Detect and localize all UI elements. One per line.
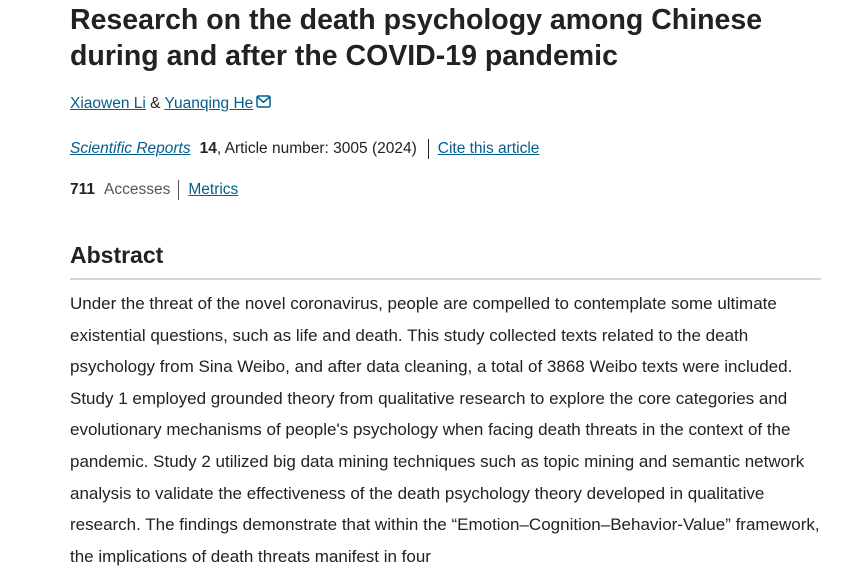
author-link-yuanqing-he[interactable]: Yuanqing He — [164, 95, 254, 112]
author-link-xiaowen-li[interactable]: Xiaowen Li — [70, 95, 146, 112]
abstract-text: Under the threat of the novel coronavirus, people are compelled to contemplate some ultimate existential questions, such as life and death. This study collected texts related to the death psychology from Sina Weibo, and after data cleaning, a total of 3868 Weibo texts were included. Study 1 employed grounded theory from qualitative research to explore the core categories and evolutionary mechanisms of people's psychology when facing death threats in the context of the pandemic. Study 2 utilized big data mining techniques such as topic mining and semantic network analysis to validate the effectiveness of the death psychology theory developed in qualitative research. The findings demonstrate that within the “Emotion–Cognition–Behavior-Value” framework, the implications of death threats manifest in four — [70, 294, 820, 566]
envelope-icon[interactable] — [256, 93, 271, 115]
volume-number: 14 — [199, 140, 217, 157]
divider — [178, 180, 179, 200]
journal-link[interactable]: Scientific Reports — [70, 140, 191, 157]
section-divider — [70, 278, 821, 280]
metrics-link[interactable]: Metrics — [188, 181, 239, 198]
abstract-heading: Abstract — [70, 242, 164, 268]
article-number-info: , Article number: 3005 (2024) — [216, 140, 417, 157]
metrics-line — [70, 179, 238, 201]
divider — [428, 139, 429, 159]
author-list — [70, 93, 271, 115]
accesses-label: Accesses — [104, 181, 171, 198]
article-title: Research on the death psychology among Chinese during and after the COVID-19 pandemic — [70, 4, 763, 72]
cite-this-article-link[interactable]: Cite this article — [437, 140, 540, 157]
citation-line — [70, 138, 539, 160]
author-separator: & — [145, 95, 165, 112]
accesses-count: 711 — [70, 181, 96, 198]
